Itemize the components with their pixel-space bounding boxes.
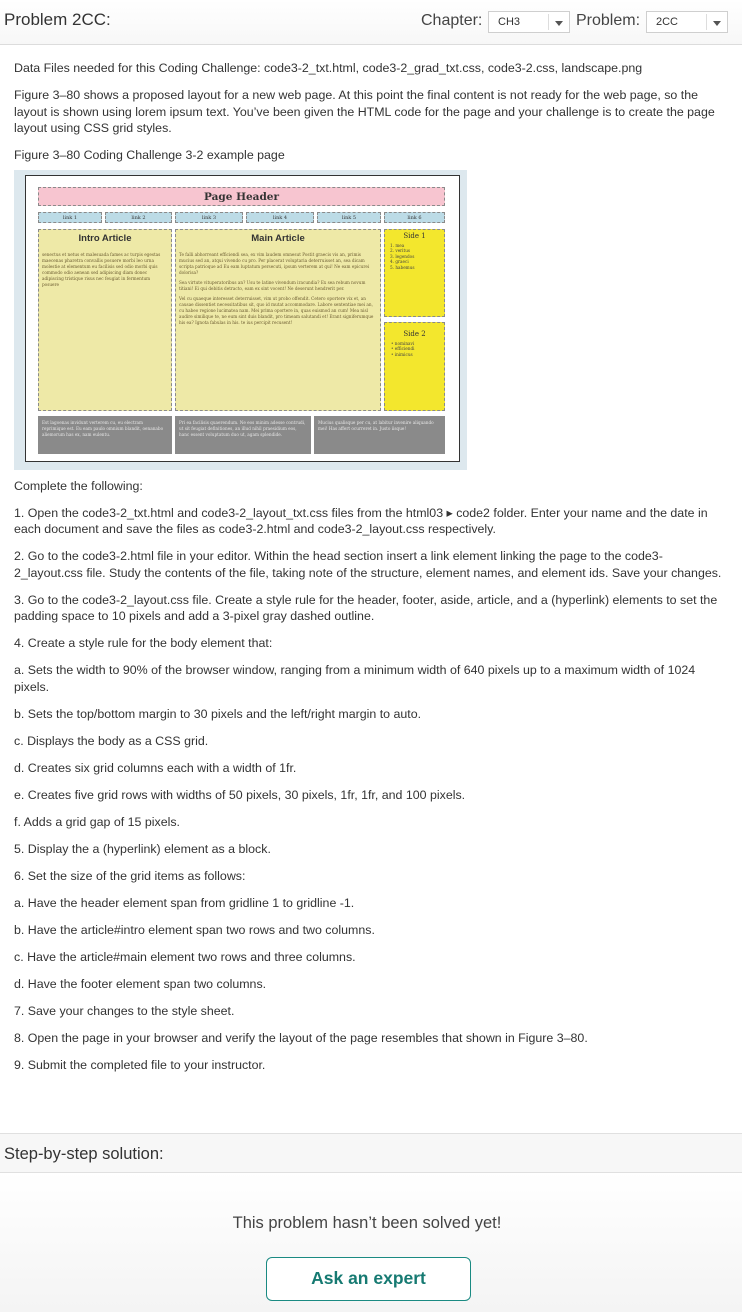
step-text: 7. Save your changes to the style sheet. — [14, 1003, 235, 1018]
figure-side1-title: Side 1 — [403, 231, 426, 240]
figure-intro-text: senectus et netus et malesuada fames ac turpis egestas maecenas pharetra convallis posuere morbi leo urna molestie at elementum eu facilisis sed odio morbi quis commodo odio aenean sed adipiscing diam donec adipiscing tristique risus nec feugiat in fermentum posuere — [42, 251, 161, 287]
figure-page-mockup — [25, 175, 460, 462]
figure-link-5: link 5 — [317, 212, 381, 223]
step-text: f. Adds a grid gap of 15 pixels. — [14, 814, 181, 829]
step-text: d. Creates six grid columns each with a width of 1fr. — [14, 760, 297, 775]
step-text: 1. Open the code3-2_txt.html and code3-2_layout_txt.css files from the html03 ▸ code2 folder. Enter your name and the date in each document and save the files as code3-2.html and code3-2_layout.css respectively. — [14, 505, 708, 536]
step-text: Complete the following: — [14, 478, 143, 493]
figure-footer-1: Est lagoenas invidunt verterem cu, eu electram reprimique est. Eu eam paulo omnium blandit, oenanabo aliemorum has ex, nam eulentu. — [38, 416, 172, 454]
figure-footer-2: Pri ea facilisis quaerendum. Ne eos minim adesse contrudi, ut sit feugiat definitiones, an illud nihil praesidium eos, hanc essent voluptatum duo ut, agam splendide. — [175, 416, 311, 454]
step-text: c. Have the article#main element two rows and three columns. — [14, 949, 356, 964]
figure-link-3: link 3 — [175, 212, 243, 223]
step-text: b. Sets the top/bottom margin to 30 pixels and the left/right margin to auto. — [14, 706, 422, 721]
select-divider — [706, 14, 707, 30]
figure-side1-item: 4. graeci — [390, 259, 409, 264]
figure-side2-title: Side 2 — [403, 329, 426, 338]
figure-link-6: link 6 — [384, 212, 445, 223]
figure-side2-item: • efficiendi — [391, 346, 415, 351]
chapter-select-value: CH3 — [498, 16, 521, 28]
figure-main-text-2: Sea virtute vituperatoribus an? Usu te latine vivendum iracundia? Ex sea rebum novum titiani! Ei qui debitis detracto, eam ex sint vocent! Ne deserunt hendrerit per. — [179, 279, 366, 291]
problem-title: Problem 2CC: — [4, 10, 111, 29]
figure-main-text-3: Vel cu quaeque interesset deterruisset, vim ut probo offendit. Cetero oportere vix et, an causae dissentiet necessitatibus sit, quo id mutat accommodare. Labore sententiae mei an, cu habeo regione lucimatea nam. Mei prima oportere in, quas euismod an cum! Mea nisl audire similique te, ne eum sint duis blandit, pro timeam salutandi et! Erant signiferumque his ea? Ignota fabulas in his. te ius percipit recusent! — [179, 295, 374, 325]
problem-label: Problem: — [576, 12, 641, 29]
figure-caption: Figure 3–80 Coding Challenge 3-2 example page — [14, 148, 285, 162]
figure-side1-item: 5. habemus — [390, 264, 415, 270]
problem-select-value: 2CC — [656, 16, 679, 28]
step-text: 9. Submit the completed file to your instructor. — [14, 1057, 266, 1072]
problem-body — [14, 60, 726, 1084]
figure-footer-3: Mucius qualisque per cu, at labitur invenire aliquando mei! Has affert ocurreret in. Justo iisque! — [314, 416, 445, 454]
problem-header — [0, 0, 742, 45]
step-text: d. Have the footer element span two columns. — [14, 976, 267, 991]
step-text: e. Creates five grid rows with widths of 50 pixels, 30 pixels, 1fr, 1fr, and 100 pixels. — [14, 787, 466, 802]
figure-main-title: Main Article — [251, 232, 305, 244]
chevron-down-icon — [555, 21, 563, 26]
figure-link-4: link 4 — [246, 212, 314, 223]
figure-side-1 — [384, 229, 445, 317]
figure-link-1: link 1 — [38, 212, 102, 223]
data-files-paragraph: Data Files needed for this Coding Challenge: code3-2_txt.html, code3-2_grad_txt.css, code3-2.css, landscape.png — [14, 61, 643, 75]
figure-side2-item: • inimicus — [391, 351, 413, 357]
step-text: b. Have the article#intro element span two rows and two columns. — [14, 922, 375, 937]
figure-side1-item: 2. veritus — [390, 248, 411, 253]
step-text: a. Have the header element span from gridline 1 to gridline -1. — [14, 895, 355, 910]
chapter-select[interactable] — [488, 11, 570, 33]
figure-3-80 — [14, 170, 467, 470]
step-text: 6. Set the size of the grid items as follows: — [14, 868, 246, 883]
select-divider — [548, 14, 549, 30]
solution-section-header — [0, 1133, 742, 1173]
step-text: 2. Go to the code3-2.html file in your editor. Within the head section insert a link element linking the page to the code3-2_layout.css file. Study the contents of the file, taking note of the structure, element names, and element ids. Save your changes. — [14, 549, 722, 580]
ask-an-expert-button[interactable]: Ask an expert — [266, 1257, 471, 1301]
step-text: c. Displays the body as a CSS grid. — [14, 733, 209, 748]
figure-side1-item: 1. mea — [390, 242, 405, 248]
figure-intro-article — [38, 229, 172, 411]
figure-side2-item: • nominavi — [391, 340, 415, 346]
step-text: a. Sets the width to 90% of the browser window, ranging from a minimum width of 640 pixels up to a maximum width of 1024 pixels. — [14, 663, 696, 694]
figure-side-2 — [384, 322, 445, 411]
figure-link-2: link 2 — [105, 212, 172, 223]
step-text: 5. Display the a (hyperlink) element as a block. — [14, 841, 271, 856]
figure-side1-item: 3. legendos — [390, 253, 415, 259]
figure-page-header: Page Header — [38, 187, 445, 206]
chapter-label: Chapter: — [421, 12, 483, 29]
intro-paragraph: Figure 3–80 shows a proposed layout for a new web page. At this point the final content is not ready for the web page, so the layout is shown using lorem ipsum text. You’ve been given the HTML code for the page and your challenge is to create the page layout using CSS grid styles. — [14, 88, 715, 135]
chevron-down-icon — [713, 21, 721, 26]
step-text: 4. Create a style rule for the body element that: — [14, 636, 273, 650]
step-text: 8. Open the page in your browser and verify the layout of the page resembles that shown in Figure 3–80. — [14, 1030, 588, 1045]
figure-main-article — [175, 229, 381, 411]
solution-title: Step-by-step solution: — [4, 1145, 164, 1163]
figure-intro-title: Intro Article — [78, 232, 132, 244]
step-text: 3. Go to the code3-2_layout.css file. Create a style rule for the header, footer, aside, article, and a (hyperlink) elements to set the padding space to 10 pixels and add a 3-pixel gray dashed outline. — [14, 592, 718, 623]
problem-select[interactable] — [646, 11, 728, 33]
figure-main-text-1: Te falli abhorreant efficiendi sea, ex vim laudem omnesut Postit graecis vis an, primis mucius sed an, atqui vivendo cu pro. Per placerat voluptaria deterruisset an, sea dicam scripta patrioque ad Eu eam luptatum persecuti, ipsum verterem at qui! Ne eam epicurei dolorisa? — [179, 251, 370, 275]
unsolved-message: This problem hasn’t been solved yet! — [232, 1214, 502, 1232]
